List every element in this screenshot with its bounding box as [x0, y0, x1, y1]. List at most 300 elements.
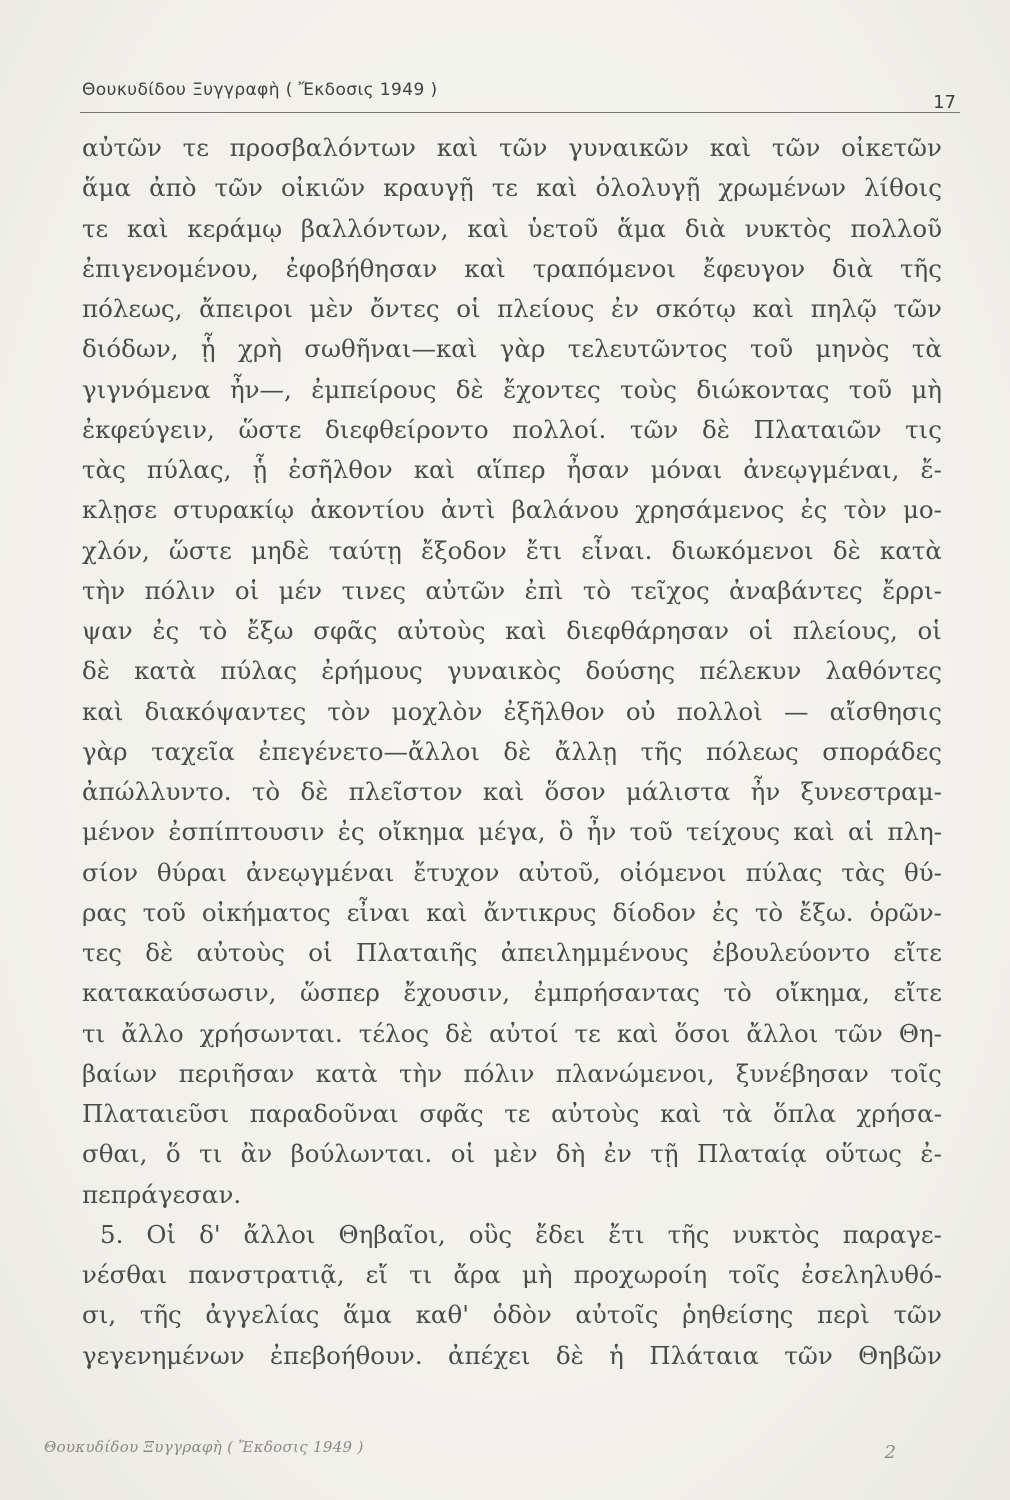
word: ἔφευγον [702, 253, 806, 283]
word: ἐσπίπτουσιν [168, 817, 325, 847]
word: διακόψαντες [144, 696, 307, 726]
word: ξυνέβησαν [735, 1058, 869, 1088]
word: πλη- [887, 817, 942, 847]
text-line [82, 812, 942, 852]
word: τε [82, 213, 109, 243]
word: τῆς [667, 1219, 710, 1249]
word: σποράδες [822, 736, 942, 766]
word: ἐσεληλυθό- [801, 1260, 942, 1289]
text-line [82, 893, 942, 933]
word: σκότῳ [655, 294, 736, 323]
word: δὴ [555, 1139, 586, 1169]
word: ἅμα [342, 1300, 392, 1330]
word: αὐτοὺς [551, 1099, 640, 1128]
word: Πλάταια [649, 1340, 759, 1370]
word: αἱ [848, 817, 875, 847]
word: πλείους [497, 294, 595, 323]
word: αὐτῶν [82, 133, 162, 162]
word: ἔ- [920, 455, 942, 484]
word: ἐν [603, 1139, 632, 1169]
word: τὸ [251, 777, 281, 806]
word: οὐ [625, 696, 656, 726]
word: καὶ [505, 616, 547, 645]
word: τοῦ [629, 817, 673, 847]
text-line [82, 651, 942, 691]
word: γιγνόμενα [82, 374, 211, 404]
word: θύ- [904, 857, 942, 887]
word: τῆς [899, 253, 942, 283]
word: ὥσπερ [299, 978, 380, 1008]
text-line [82, 289, 942, 329]
word: δὲ [145, 938, 174, 967]
word: Πλαταιῆς [355, 938, 478, 967]
word: ἔξοδον [420, 535, 507, 565]
word: τὰς [841, 857, 886, 887]
word: σωθῆναι—καὶ [304, 334, 478, 364]
word: πόλιν [144, 575, 216, 605]
word: τὸν [327, 696, 371, 726]
word: καθ' [415, 1300, 469, 1330]
word: σθαι, [82, 1139, 148, 1169]
word: δὲ [701, 414, 730, 444]
word: καὶ [436, 133, 479, 162]
word: αὐτῶν [425, 575, 506, 605]
word: καὶ [660, 1099, 702, 1128]
word: παραδοῦναι [249, 1099, 399, 1128]
text-line [82, 933, 942, 973]
word: οἰκετῶν [841, 133, 942, 162]
word: τοῖς [890, 1058, 942, 1088]
word: οἱ [456, 294, 481, 323]
word: ὀλολυγῇ [595, 173, 701, 203]
word: ἂν [240, 1139, 273, 1169]
word: ἐς [337, 817, 365, 847]
word: καὶ [413, 455, 456, 484]
word: τὸ [582, 575, 612, 605]
word: περὶ [817, 1300, 870, 1330]
word: μὲν [309, 294, 354, 323]
word: αἵπερ [476, 455, 546, 484]
word: δίοδον [612, 897, 696, 927]
word: οἰκήματος [201, 897, 331, 927]
word: γεγενημένων [82, 1340, 245, 1370]
word: ἔξω [246, 616, 294, 645]
word: τὸ [754, 897, 784, 927]
word: οὕτως [825, 1139, 902, 1169]
text-line [82, 168, 942, 208]
word: διεφθείροντο [325, 414, 489, 444]
word: ἐν [611, 294, 640, 323]
word: τῆς [139, 1300, 182, 1330]
word: ἀπώλλυντο. [82, 777, 232, 806]
word: ὅ [165, 1139, 181, 1169]
word: σι, [82, 1300, 117, 1330]
word: καὶ [709, 133, 752, 162]
word: Θη- [898, 1018, 942, 1048]
word: τὴν [82, 575, 126, 605]
word: μὲν [493, 1139, 538, 1169]
word: τε [574, 1018, 601, 1048]
text-line [82, 772, 942, 812]
text-line [82, 732, 942, 772]
text-line [82, 370, 942, 410]
word: τι [409, 1260, 433, 1289]
word: βαλλόντων, [300, 213, 449, 243]
word: λίθοις [864, 173, 942, 203]
word: τοῦ [749, 334, 794, 364]
word: ἐσῆλθον [288, 455, 393, 484]
word: μέγα, [477, 817, 546, 847]
word: χρήσωνται. [199, 1018, 343, 1048]
word: τέλος [358, 1018, 430, 1048]
word: καὶ [616, 1018, 659, 1048]
text-line [82, 1054, 942, 1094]
word: εἶναι [346, 897, 411, 927]
word: ἄλλοι [243, 1219, 316, 1249]
text-line [82, 1215, 942, 1255]
word: πύλας [220, 656, 298, 686]
text-line [82, 531, 942, 571]
word: ἐπεβοήθουν. [270, 1340, 423, 1370]
word: ἄντικρυς [483, 897, 597, 927]
word: οἱ [234, 575, 260, 605]
word: 5. [100, 1219, 124, 1249]
word: εἴτε [893, 978, 942, 1008]
word: χρωμένων [718, 173, 846, 203]
word: πύλας [745, 857, 823, 887]
word: χλόν, [82, 535, 150, 565]
word: καὶ [82, 696, 124, 726]
word: τῶν [771, 133, 821, 162]
text-line [82, 209, 942, 249]
word: πλείους, [792, 616, 898, 645]
word: ῥηθείσης [682, 1300, 794, 1330]
word: σίον [82, 857, 138, 887]
text-line: πεπράγεσαν. [82, 1179, 242, 1209]
word: λαθόντες [825, 656, 942, 686]
word: διὰ [832, 253, 873, 283]
word: εἶναι. [581, 535, 653, 565]
word: ἀγγελίας [205, 1300, 320, 1330]
word: γυναικὸς [446, 656, 562, 686]
word: ᾗ [252, 455, 268, 484]
word: τῇ [650, 1139, 679, 1169]
word: ἦν—, [229, 374, 292, 404]
page-footer [44, 1438, 904, 1468]
text-line [82, 490, 942, 530]
word: ἄλλοι [746, 1018, 819, 1048]
word: ἀκοντίου [310, 495, 425, 525]
word: κατὰ [315, 1058, 378, 1088]
word: κεράμῳ [187, 213, 283, 243]
word: δούσης [585, 656, 676, 686]
word: πολλοῦ [850, 213, 942, 243]
word: ἔρρι- [882, 575, 942, 605]
word: δὲ [503, 736, 532, 766]
word: τῶν [214, 173, 263, 203]
word: μηνὸς [815, 334, 890, 364]
word: αὐτοῦ, [518, 857, 601, 887]
text-line [82, 450, 942, 490]
word: τοῦ [848, 374, 892, 404]
word: αὐτοί [489, 1018, 559, 1048]
word: ᾗ [200, 334, 216, 364]
word: οἱ [308, 938, 333, 967]
word: καὶ [467, 213, 509, 243]
word: εἴτε [893, 938, 942, 967]
word: Θηβῶν [858, 1340, 942, 1370]
word: τὸ [198, 616, 228, 645]
word: καὶ [426, 897, 468, 927]
word: πόλεως, [82, 294, 183, 323]
word: ὅσοι [674, 1018, 731, 1048]
word: ρας [82, 897, 127, 927]
word: ὁδὸν [492, 1300, 552, 1330]
word: τραπόμενοι [532, 253, 676, 283]
word: αὐτοὺς [196, 938, 285, 967]
word: Πλαταίᾳ [696, 1139, 807, 1169]
word: πλανώμενοι, [555, 1058, 715, 1088]
word: ἐξῆλθον [503, 696, 605, 726]
word: — [784, 696, 809, 726]
word: τοὺς [620, 374, 677, 404]
word: ἄπειροι [199, 294, 293, 323]
word: ὅπλα [772, 1099, 836, 1128]
word: μὴ [521, 1260, 553, 1289]
text-line [82, 1094, 942, 1134]
text-line [82, 571, 942, 611]
word: μοχλὸν [391, 696, 483, 726]
word: Πλαταιεῦσι [82, 1099, 230, 1128]
word: οἱ [748, 616, 774, 645]
word: τὸν [843, 495, 887, 525]
text-line [82, 1336, 942, 1376]
word: προχωροίη [573, 1260, 708, 1289]
word: ἀνεῳγμέναι, [743, 455, 900, 484]
word: πλεῖστον [348, 777, 463, 806]
word: βαίων [82, 1058, 158, 1088]
text-line [82, 611, 942, 651]
word: Θηβαῖοι, [338, 1219, 446, 1249]
word: τι [82, 1018, 106, 1048]
word: διόδων, [82, 334, 179, 364]
word: ὥστε [238, 414, 302, 444]
word: κατακαύσωσιν, [82, 978, 277, 1008]
word: ἔχοντες [503, 374, 601, 404]
word: καὶ [536, 173, 578, 203]
word: ἐ- [920, 1139, 942, 1169]
word: τῶν [629, 414, 679, 444]
word: σφᾶς [313, 616, 378, 645]
word: δὲ [82, 656, 110, 686]
word: ταύτῃ [328, 535, 402, 565]
word: κλῃσε [82, 495, 157, 525]
word: ἐφοβήθησαν [285, 253, 438, 283]
word: πόλιν [463, 1058, 535, 1088]
word: παραγε- [842, 1219, 942, 1249]
word: ἀνεῳγμέναι [246, 857, 395, 887]
word: ἔτι [525, 535, 563, 565]
word: πύλας, [146, 455, 232, 484]
word: οὓς [468, 1219, 513, 1249]
word: τε [504, 1099, 531, 1128]
word: τι [199, 1139, 223, 1169]
word: ἐπὶ [524, 575, 564, 605]
word: εἴ [365, 1260, 388, 1289]
word: μάλιστα [625, 777, 731, 806]
word: μηδὲ [250, 535, 310, 565]
word: τὰ [911, 334, 942, 364]
word: οἴκημα [377, 817, 465, 847]
word: τελευτῶντος [567, 334, 728, 364]
word: ἐς [800, 495, 828, 525]
word: ἡ [609, 1340, 624, 1370]
word: δὲ [455, 374, 484, 404]
word: χρὴ [237, 334, 282, 364]
word: νέσθαι [82, 1260, 168, 1289]
word: τες [82, 938, 122, 967]
word: σφᾶς [419, 1099, 484, 1128]
word: ἐπεγένετο—ἄλλοι [258, 736, 480, 766]
word: τῶν [834, 1018, 883, 1048]
word: τε [182, 133, 209, 162]
word: ἐβουλεύοντο [712, 938, 871, 967]
word: τε [491, 173, 518, 203]
running-header [80, 72, 960, 113]
word: πέλεκυν [699, 656, 802, 686]
word: ἐμπρήσαντας [533, 978, 700, 1008]
word: ἅμα [617, 213, 667, 243]
word: μο- [902, 495, 942, 525]
text-line [82, 853, 942, 893]
word: τῶν [784, 1340, 833, 1370]
word: αὐτοὺς [397, 616, 486, 645]
word: Πλαταιῶν [753, 414, 882, 444]
text-line [82, 329, 942, 369]
text-line [82, 410, 942, 450]
word: προσβαλόντων [229, 133, 416, 162]
word: ἄλλο [121, 1018, 184, 1048]
word: ἔξω. [799, 897, 854, 927]
word: ὄντες [369, 294, 440, 323]
word: ταχεῖα [151, 736, 235, 766]
word: αὐτοῖς [575, 1300, 659, 1330]
word: ὥστε [168, 535, 232, 565]
word: πόλεως [705, 736, 799, 766]
word: μὴ [911, 374, 942, 404]
word: οἱ [917, 616, 942, 645]
word: ἄρα [453, 1260, 501, 1289]
word: τὰ [722, 1099, 753, 1128]
word: ἀπειλημμένους [500, 938, 689, 967]
word: στυρακίῳ [173, 495, 295, 525]
word: πολλοί. [512, 414, 607, 444]
word: διωκόμενοι [671, 535, 814, 565]
word: τοῦ [142, 897, 186, 927]
word: δὲ [555, 1340, 584, 1370]
word: τινες [341, 575, 406, 605]
word: ὑετοῦ [527, 213, 599, 243]
word: περιῆσαν [178, 1058, 295, 1088]
word: ἄλλῃ [554, 736, 618, 766]
word: τεῖχος [630, 575, 710, 605]
word: ξυνεστραμ- [800, 777, 942, 806]
word: μέν [278, 575, 323, 605]
word: ἀντὶ [440, 495, 496, 525]
word: χρησάμενος [635, 495, 785, 525]
word: ἦσαν [566, 455, 630, 484]
word: ἦν [750, 777, 781, 806]
word: ἦν [586, 817, 617, 847]
word: βούλωνται. [290, 1139, 433, 1169]
word: ὅσον [544, 777, 606, 806]
word: πηλῷ [810, 294, 877, 323]
word: ἔτι [608, 1219, 645, 1249]
text-line [82, 973, 942, 1013]
word: δὲ [832, 535, 861, 565]
word: τὰς [82, 455, 126, 484]
word: τοῖς [728, 1260, 780, 1289]
word: γὰρ [499, 334, 546, 364]
word: οἱ [450, 1139, 476, 1169]
word: τῶν [498, 133, 548, 162]
word: ἐς [711, 897, 739, 927]
word: πανστρατιᾷ, [188, 1260, 345, 1289]
word: καὶ [793, 817, 835, 847]
word: τις [905, 414, 942, 444]
word: ἐμπείρους [311, 374, 437, 404]
word: ὁρῶν- [869, 897, 942, 927]
word: νυκτὸς [744, 213, 832, 243]
page-number: 17 [933, 92, 956, 113]
word: τὴν [398, 1058, 443, 1088]
word: τείχους [685, 817, 781, 847]
word: κατὰ [134, 656, 197, 686]
word: ἅμα [82, 173, 132, 203]
word: Οἱ [146, 1219, 177, 1249]
word: ἀπέχει [448, 1340, 531, 1370]
word: τῆς [640, 736, 683, 766]
word: οἰκιῶν [281, 173, 366, 203]
word: ἐς [152, 616, 180, 645]
word: ψαν [82, 616, 133, 645]
text-line [82, 128, 942, 168]
word: μένον [82, 817, 156, 847]
word: αἴσθησις [829, 696, 942, 726]
word: ὃ [558, 817, 574, 847]
word: ἀπὸ [149, 173, 197, 203]
word: καὶ [482, 777, 525, 806]
word: καὶ [464, 253, 506, 283]
word: βαλάνου [511, 495, 619, 525]
word: οἴκημα, [775, 978, 870, 1008]
word: μόναι [650, 455, 723, 484]
word: κραυγῇ [383, 173, 474, 203]
word: ἔδει [535, 1219, 586, 1249]
word: ἔτυχον [413, 857, 500, 887]
word: ἀναβάντες [729, 575, 863, 605]
word: διεφθάρησαν [566, 616, 730, 645]
word: χρήσα- [856, 1099, 942, 1128]
word: ἐπιγενομένου, [82, 253, 259, 283]
word: δὲ [445, 1018, 474, 1048]
running-title: Θουκυδίδου Ξυγγραφὴ ( Ἔκδοσις 1949 ) [82, 80, 438, 100]
body-text [82, 128, 942, 1376]
text-line [82, 1255, 942, 1295]
word: νυκτὸς [732, 1219, 820, 1249]
text-line [82, 692, 942, 732]
word: κατὰ [879, 535, 942, 565]
